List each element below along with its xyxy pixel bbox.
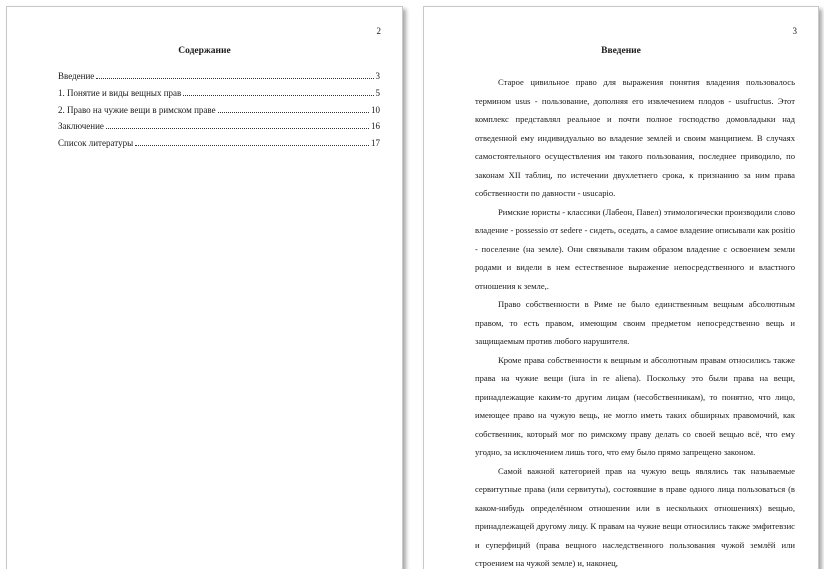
toc-entry xyxy=(58,88,380,105)
toc-leader-dots xyxy=(183,89,373,96)
toc-entry xyxy=(58,71,380,88)
body-text xyxy=(475,73,795,569)
paragraph: Римские юристы - классики (Лабеон, Павел) этимологически производили слово владение - possessio от sedere - сидеть, оседать, а самое владение описывали как positio - поселение (на земле). Они связывали таким образом владение с освоением земли родами и видели в нем естественное выражение непосредственного и властного отношения к земле,. xyxy=(475,206,795,291)
page-number: 3 xyxy=(792,26,797,36)
page-number: 2 xyxy=(376,26,381,36)
paragraph: Кроме права собственности к вещным и абсолютным правам относились также права на чужие вещи (iura in re aliena). Поскольку это были права на вещи, принадлежащие каким-то другим лицам (несобственникам), то понятно, что лицо, имеющее право на чужую вещь, не могло иметь таких обширных правомочий, как собственник, который мог по римскому праву делать со своей вещью всё, что ему угодно, за исключением лишь того, что ему было прямо запрещено законом. xyxy=(475,354,795,457)
toc-leader-dots xyxy=(96,72,373,79)
toc-leader-dots xyxy=(218,106,369,113)
toc-entry-label: Введение xyxy=(58,71,95,81)
toc-entry-label: Заключение xyxy=(58,121,104,132)
toc-entry-label: Список литературы xyxy=(58,138,134,149)
paragraph: Самой важной категорией прав на чужую вещь являлись так называемые сервитутные права (или сервитуты), состоявшие в праве одного лица пользоваться (в каком-нибудь определённом отношении или в нескольких отношениях) вещью, принадлежащей другому лицу. К правам на чужие вещи относились также эмфитевзис и суперфиций (права вещного наследственного пользования чужой землёй или строением на чужой земле) и, наконец, xyxy=(475,465,795,568)
toc-entry xyxy=(58,105,380,122)
toc-leader-dots xyxy=(106,122,369,129)
paragraph: Старое цивильное право для выражения понятия владения пользовалось термином usus - пользование, дополняя его извлечением плодов - usufructus. Этот комплекс представлял реальное и почти полное господство домовладыки над отведенной ему индивидуально во владение землей и своим манципием. В случаях самостоятельного осуществления им такого пользования, последнее приводило, по законам XII таблиц, по истечении двухлетнего срока, к признанию за ним права собственности по давности - usucapio. xyxy=(475,77,795,198)
toc-entry-label: 1. Понятие и виды вещных прав xyxy=(58,87,182,98)
toc-entry xyxy=(58,121,380,138)
page-2 xyxy=(6,6,403,569)
toc-entry-label: 2. Право на чужие вещи в римском праве xyxy=(58,104,216,115)
toc-entry-page: 17 xyxy=(371,138,380,149)
section-title: Введение xyxy=(601,46,641,56)
toc-entry-page: 5 xyxy=(375,87,380,98)
toc-entry-page: 10 xyxy=(371,104,380,115)
toc-entry-page: 3 xyxy=(375,71,380,81)
paragraph: Право собственности в Риме не было единственным вещным абсолютным правом, то есть правом, имеющим своим предметом непосредственно вещь и защищаемым против любого нарушителя. xyxy=(475,299,795,346)
toc-entry xyxy=(58,138,380,155)
toc-leader-dots xyxy=(135,139,369,146)
toc-entry-page: 16 xyxy=(371,121,380,132)
table-of-contents xyxy=(58,71,380,155)
toc-title: Содержание xyxy=(178,46,231,56)
page-3 xyxy=(423,6,819,569)
